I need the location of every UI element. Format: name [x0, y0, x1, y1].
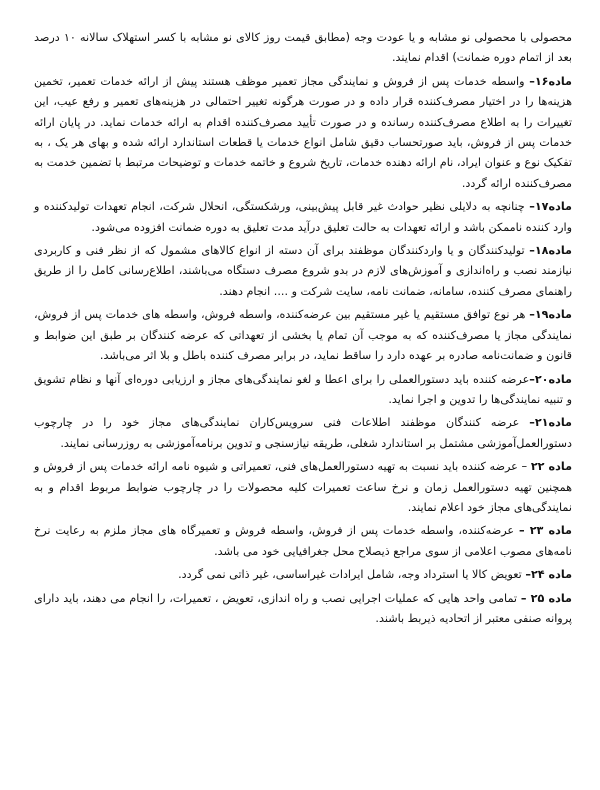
- article-text: تمامی واحد هایی که عملیات اجرایی نصب و راه اندازی، تعویض ، تعمیرات، را انجام می دهند، باید دارای پروانه صنفی معتبر از اتحادیه ذیربط باشند.: [34, 591, 572, 625]
- article-text: عرضه کنندگان موظفند اطلاعات فنی سرویس‌کاران نمایندگی‌های مجاز خود را در چارچوب دستورالعمل‌آموزشی مشتمل بر استاندارد شغلی، طریقه نیازسنجی و تدوین برنامه‌آموزشی به روزرسانی نمایند.: [34, 416, 572, 450]
- article-25: [34, 589, 572, 630]
- article-text: عرضه کننده باید دستورالعملی را برای اعطا و لغو نمایندگی‌های مجاز و ارزیابی دوره‌ای آنها و نظام تشویق و تنبیه نمایندگی‌ها را تدوین و اجرا نماید.: [34, 372, 572, 406]
- article-16: [34, 72, 572, 194]
- article-20: [34, 370, 572, 411]
- article-label: ماده۱۷–: [529, 200, 572, 214]
- article-text: تولیدکنندگان و یا واردکنندگان موظفند برای آن دسته از انواع کالاهای مشمول که از نظر فنی و کاربردی نیازمند نصب و راه‌اندازی و آموزش‌های لازم در بدو شروع مصرف دستگاه می‌باشند، اطلاع‌رسانی کامل را از طریق راهنمای مصرف کننده، سامانه، ضمانت نامه، سایت شرکت و .... انجام دهند.: [34, 244, 572, 298]
- paragraph-text: محصولی با محصولی نو مشابه و یا عودت وجه (مطابق قیمت روز کالای نو مشابه با کسر استهلاک سالانه ۱۰ درصد بعد از اتمام دوره ضمانت) اقدام نمایند.: [34, 31, 572, 65]
- article-18: [34, 241, 572, 302]
- article-label: ماده ۲۵ –: [520, 591, 572, 605]
- article-text: عرضه‌کننده، واسطه خدمات پس از فروش، واسطه فروش و تعمیرگاه های مجاز ملزم به رعایت نرخ نامه‌های مصوب اعلامی از سوی مراجع ذیصلاح محل جغرافیایی خود می باشد.: [34, 524, 572, 558]
- article-23: [34, 521, 572, 562]
- article-19: [34, 305, 572, 366]
- article-label: ماده ۲۴–: [525, 568, 572, 582]
- article-label: ماده۱۶–: [529, 74, 572, 88]
- article-text: – عرضه کننده باید نسبت به تهیه دستورالعمل‌های فنی، تعمیراتی و شیوه نامه ارائه خدمات پس از فروش و همچنین تهیه دستورالعمل زمان و نرخ ساعت تعمیرات کلیه محصولات را در چارچوب ضوابط مربوط اقدام و به نمایندگی‌های مجاز خود اعلام نمایند.: [34, 460, 572, 514]
- article-text: هر نوع توافق مستقیم یا غیر مستقیم بین عرضه‌کننده، واسطه فروش، واسطه های خدمات پس از فروش، نمایندگی مجاز یا مصرف‌کننده که به موجب آن تمام یا بخشی از تعهداتی که عرضه کنندگان بر طبق این ضوابط و قانون و ضمانت‌نامه صادره بر عهده دارد را ساقط نماید، در برابر مصرف کننده باطل و بلا اثر می‌باشد.: [34, 308, 572, 363]
- article-label: ماده۱۸–: [529, 244, 572, 258]
- article-label: ماده ۲۲: [530, 460, 573, 474]
- article-label: ماده۲۱–: [529, 416, 572, 430]
- article-text: تعویض کالا یا استرداد وجه، شامل ایرادات غیراساسی، غیر ذاتی نمی گردد.: [178, 568, 526, 582]
- article-22: [34, 457, 572, 518]
- article-17: [34, 197, 572, 238]
- paragraph-continuation: [34, 28, 572, 69]
- article-24: [34, 565, 572, 585]
- article-label: ماده۲۰–: [529, 372, 572, 386]
- article-label: ماده ۲۳ –: [518, 524, 572, 538]
- article-text: چنانچه به دلایلی نظیر حوادث غیر قابل پیش‌بینی، ورشکستگی، انحلال شرکت، انجام تعهدات تولیدکننده و وارد کننده ناممکن باشد و ارائه تعهدات به حالت تعلیق درآید مدت تعلیق به دوره ضمانت افزوده می‌شود.: [34, 200, 572, 234]
- article-label: ماده۱۹–: [529, 308, 572, 322]
- article-text: واسطه خدمات پس از فروش و نمایندگی مجاز تعمیر موظف هستند پیش از ارائه خدمات تعمیر، تخمین هزینه‌ها را در اختیار مصرف‌کننده قرار داده و در صورت هرگونه تغییر احتمالی در هزینه‌های تعمیر و رفع عیب، این تغییرات را به اطلاع مصرف‌کننده رسانده و در صورت تأیید مصرف‌کننده اقدام به ارائه خدمات نماید. در پایان ارائه خدمات پس از فروش، باید صورتحساب دقیق شامل انواع خدمات یا قطعات استاندارد ارائه شده و بهای هر یک ، به تفکیک نوع و عنوان ایراد، نام ارائه دهنده خدمات، تاریخ شروع و خاتمه خدمات و توضیحات مرتبط با تضمین خدمت به مصرف‌کننده ارائه گردد.: [34, 74, 572, 190]
- article-21: [34, 413, 572, 454]
